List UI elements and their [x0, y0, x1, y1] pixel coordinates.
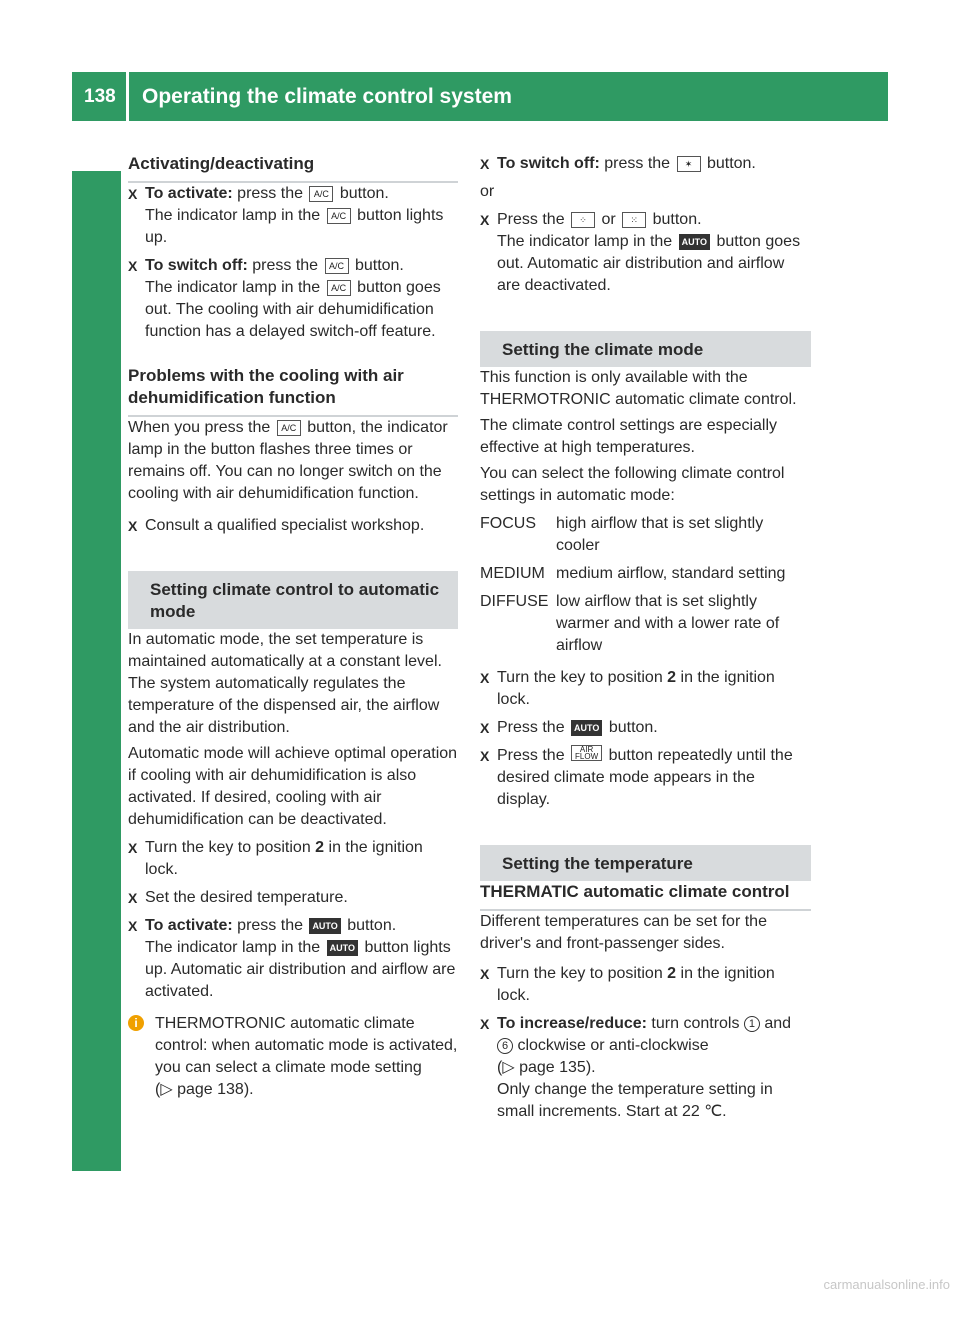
mode-description: medium airflow, standard setting — [556, 565, 786, 582]
heading-problems: Problems with the cooling with air dehumidification function — [128, 365, 458, 417]
problems-text: When you press the A/C button, the indicator lamp in the button flashes three times or remains off. You can no longer switch on the cooling with air dehumidification function. — [128, 419, 448, 502]
mode-description: low airflow that is set slightly warmer and with a lower rate of airflow — [556, 593, 780, 654]
section-temperature: Setting the temperature — [480, 845, 811, 881]
auto-button-icon: AUTO — [309, 918, 340, 934]
info-icon: i — [128, 1015, 144, 1031]
step-marker-icon: X — [480, 670, 490, 686]
page-reference: (▷ page 135). — [497, 1059, 596, 1076]
auto-mode-text-1: In automatic mode, the set temperature is maintained automatically at a constant level. The system automatically regulates the temperature of the dispensed air, the airflow and the air distribution. — [128, 631, 442, 736]
mode-definition — [480, 513, 811, 557]
ac-button-icon: A/C — [327, 208, 351, 224]
header-divider — [126, 72, 129, 121]
air-distribution-button-icon: ✶ — [677, 156, 701, 172]
ac-button-icon: A/C — [277, 420, 301, 436]
step-press-auto: X Press the AUTO button. — [480, 717, 811, 739]
ac-button-icon: A/C — [327, 280, 351, 296]
step-marker-icon: X — [128, 918, 138, 934]
info-note: i THERMOTRONIC automatic climate control: when automatic mode is activated, you can select a climate mode setting (▷ page 138). — [128, 1013, 458, 1101]
page-title: Operating the climate control system — [142, 85, 512, 108]
step-marker-icon: X — [480, 748, 490, 764]
auto-mode-text-2: Automatic mode will achieve optimal operation if cooling with air dehumidification is also activated. If desired, cooling with air dehumidification can be deactivated. — [128, 745, 458, 828]
airflow-decrease-button-icon: ⁙ — [622, 212, 646, 228]
auto-button-icon: AUTO — [571, 720, 602, 736]
mode-term: DIFFUSE — [480, 593, 549, 610]
step-turn-key: X Turn the key to position 2 in the ignition lock. — [128, 839, 423, 878]
section-climate-mode: Setting the climate mode — [480, 331, 811, 367]
page-reference: (▷ page 138). — [155, 1081, 254, 1098]
step-marker-icon: X — [480, 1016, 490, 1032]
climate-mode-text-3: You can select the following climate control settings in automatic mode: — [480, 465, 785, 504]
mode-term: FOCUS — [480, 515, 536, 532]
climate-mode-text-1: This function is only available with the THERMOTRONIC automatic climate control. — [480, 369, 797, 408]
step-activate-ac: X To activate: press the A/C button. The indicator lamp in the A/C button lights up. — [128, 185, 444, 246]
auto-button-icon: AUTO — [327, 940, 358, 956]
step-marker-icon: X — [128, 890, 138, 906]
step-marker-icon: X — [128, 518, 138, 534]
step-marker-icon: X — [128, 840, 138, 856]
left-column — [128, 153, 458, 1101]
step-marker-icon: X — [480, 966, 490, 982]
heading-activating: Activating/deactivating — [128, 153, 458, 183]
step-turn-key: X Turn the key to position 2 in the ignition lock. — [480, 965, 775, 1004]
step-increase-reduce: X To increase/reduce: turn controls 1 and 6 clockwise or anti-clockwise (▷ page 135). Only change the temperature setting in small increments. Start at 22 ℃. — [480, 1015, 792, 1120]
step-press-airflow-mode: X Press the AIR FLOW button repeatedly until the desired climate mode appears in the display. — [480, 745, 793, 808]
step-switch-off-ac: X To switch off: press the A/C button. The indicator lamp in the A/C button goes out. The cooling with air dehumidification function has a delayed switch-off feature. — [128, 257, 441, 340]
air-flow-button-icon: AIR FLOW — [571, 745, 602, 761]
page-number: 138 — [84, 86, 116, 107]
section-automatic-mode: Setting climate control to automatic mode — [128, 571, 458, 629]
step-marker-icon: X — [128, 186, 138, 202]
step-activate-auto: X To activate: press the AUTO button. The indicator lamp in the AUTO button lights up. Automatic air distribution and airflow are activated. — [128, 917, 456, 1000]
ac-button-icon: A/C — [309, 186, 333, 202]
section-side-label: Climate control — [96, 1191, 119, 1344]
step-switch-off-auto: X To switch off: press the ✶ button. — [480, 153, 811, 175]
or-text: or — [480, 183, 495, 200]
watermark: carmanualsonline.info — [823, 1277, 950, 1292]
step-set-temperature: X Set the desired temperature. — [128, 887, 458, 909]
step-marker-icon: X — [480, 720, 490, 736]
section-side-tab — [72, 171, 121, 1171]
step-turn-key: X Turn the key to position 2 in the ignition lock. — [480, 669, 775, 708]
auto-button-icon: AUTO — [679, 234, 710, 250]
control-1-icon: 1 — [744, 1016, 760, 1032]
mode-term: MEDIUM — [480, 565, 545, 582]
mode-definition — [480, 591, 811, 657]
page-header — [72, 72, 888, 121]
step-consult-workshop: X Consult a qualified specialist workshop. — [128, 515, 458, 537]
temperature-text: Different temperatures can be set for the driver's and front-passenger sides. — [480, 913, 767, 952]
climate-mode-text-2: The climate control settings are especially effective at high temperatures. — [480, 417, 778, 456]
airflow-increase-button-icon: ⁘ — [571, 212, 595, 228]
mode-description: high airflow that is set slightly cooler — [556, 515, 764, 554]
step-press-airflow: X Press the ⁘ or ⁙ button. The indicator lamp in the AUTO button goes out. Automatic air distribution and airflow are deactivated. — [480, 211, 801, 294]
heading-thermatic: THERMATIC automatic climate control — [480, 881, 811, 911]
mode-definition — [480, 563, 811, 585]
step-marker-icon: X — [480, 156, 490, 172]
ac-button-icon: A/C — [325, 258, 349, 274]
right-column — [480, 153, 811, 1129]
step-marker-icon: X — [480, 212, 490, 228]
step-marker-icon: X — [128, 258, 138, 274]
control-6-icon: 6 — [497, 1038, 513, 1054]
